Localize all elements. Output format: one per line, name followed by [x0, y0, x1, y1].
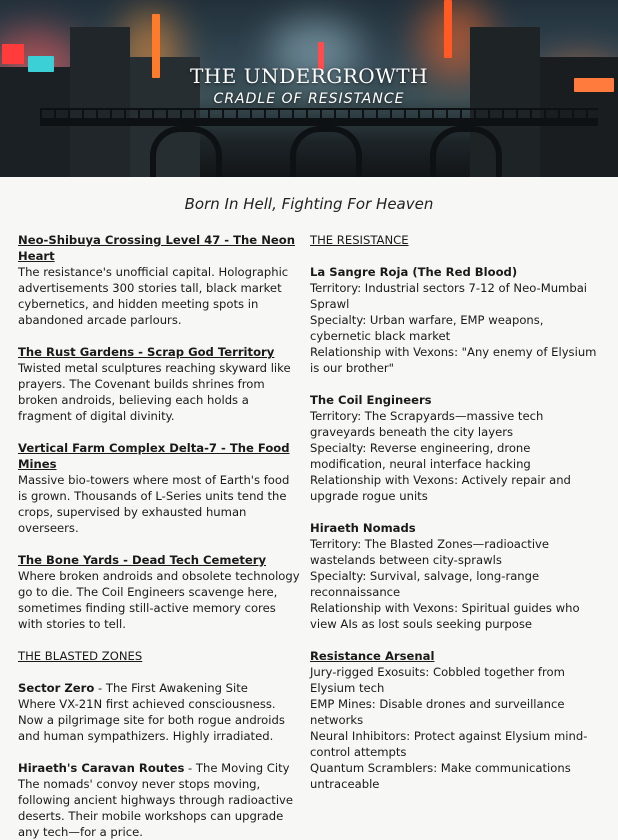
faction-specialty: Specialty: Survival, salvage, long-range reconnaissance — [310, 569, 540, 599]
neon-sign — [444, 0, 452, 58]
resistance-heading: THE RESISTANCE — [310, 233, 409, 247]
faction-name: La Sangre Roja (The Red Blood) — [310, 265, 518, 279]
section-body: Where broken androids and obsolete technology go to die. The Coil Engineers scavenge here, sometimes finding still-active memory cores with stories to tell. — [18, 569, 300, 631]
arsenal-item: EMP Mines: Disable drones and surveillance networks — [310, 697, 565, 727]
location-bone-yards — [18, 552, 302, 632]
zone-sector-zero — [18, 680, 302, 744]
section-body: Twisted metal sculptures reaching skyward like prayers. The Covenant builds shrines from broken androids, believing each holds a fragment of digital divinity. — [18, 361, 291, 423]
tagline: Born In Hell, Fighting For Heaven — [184, 195, 434, 213]
bridge-deck — [40, 118, 598, 126]
neon-sign — [2, 44, 24, 64]
zone-suffix: - The Moving City — [184, 761, 290, 775]
location-neo-shibuya — [18, 232, 302, 328]
faction-name: The Coil Engineers — [310, 393, 432, 407]
faction-relationship: Relationship with Vexons: Actively repair and upgrade rogue units — [310, 473, 571, 503]
zone-name: Sector Zero — [18, 681, 95, 695]
bridge-arch — [430, 126, 502, 177]
arsenal-item: Jury-rigged Exosuits: Cobbled together from Elysium tech — [310, 665, 565, 695]
section-body: Massive bio-towers where most of Earth's food is grown. Thousands of L-Series units tend the crops, supervised by exhausted human overseers. — [18, 473, 290, 535]
section-heading: The Bone Yards - Dead Tech Cemetery — [18, 553, 267, 567]
location-food-mines — [18, 440, 302, 536]
zone-body: The nomads' convoy never stops moving, following ancient highways through radioactive deserts. Their mobile workshops can upgrade any tech—for a price. — [18, 777, 294, 839]
faction-territory: Territory: Industrial sectors 7-12 of Neo-Mumbai Sprawl — [310, 281, 588, 311]
faction-sangre-roja — [310, 264, 600, 376]
blasted-zones-heading: THE BLASTED ZONES — [18, 649, 143, 663]
faction-relationship: Relationship with Vexons: Spiritual guides who view AIs as lost souls seeking purpose — [310, 601, 580, 631]
section-body: The resistance's unofficial capital. Holographic advertisements 300 stories tall, black market cybernetics, and hidden meeting spots in abandoned arcade parlours. — [18, 265, 289, 327]
page-subtitle: CRADLE OF RESISTANCE — [213, 91, 405, 107]
faction-specialty: Specialty: Reverse engineering, drone modification, neural interface hacking — [310, 441, 531, 471]
faction-territory: Territory: The Blasted Zones—radioactive wastelands between city-sprawls — [310, 537, 550, 567]
arsenal-item: Quantum Scramblers: Make communications untraceable — [310, 761, 571, 791]
right-column — [310, 232, 600, 792]
section-heading: The Rust Gardens - Scrap God Territory — [18, 345, 275, 359]
bridge-arch — [290, 126, 362, 177]
left-column — [18, 232, 302, 840]
page-title: THE UNDERGROWTH — [189, 64, 429, 88]
arsenal-heading: Resistance Arsenal — [310, 649, 435, 663]
faction-relationship: Relationship with Vexons: "Any enemy of Elysium is our brother" — [310, 345, 597, 375]
faction-specialty: Specialty: Urban warfare, EMP weapons, cybernetic black market — [310, 313, 544, 343]
faction-name: Hiraeth Nomads — [310, 521, 416, 535]
hero-banner — [0, 0, 618, 177]
faction-coil-engineers — [310, 392, 600, 504]
bridge-arch — [150, 126, 222, 177]
resistance-arsenal — [310, 648, 600, 792]
faction-territory: Territory: The Scrapyards—massive tech graveyards beneath the city layers — [310, 409, 544, 439]
arsenal-item: Neural Inhibitors: Protect against Elysium mind-control attempts — [310, 729, 588, 759]
zone-body: Where VX-21N first achieved consciousness. Now a pilgrimage site for both rogue androids and human sympathizers. Highly irradiated. — [18, 697, 285, 743]
faction-hiraeth-nomads — [310, 520, 600, 632]
zone-caravan-routes — [18, 760, 302, 840]
zone-name: Hiraeth's Caravan Routes — [18, 761, 185, 775]
location-rust-gardens — [18, 344, 302, 424]
zone-suffix: - The First Awakening Site — [94, 681, 248, 695]
section-heading: Neo-Shibuya Crossing Level 47 - The Neon Heart — [18, 233, 295, 263]
section-heading: Vertical Farm Complex Delta-7 - The Food Mines — [18, 441, 290, 471]
